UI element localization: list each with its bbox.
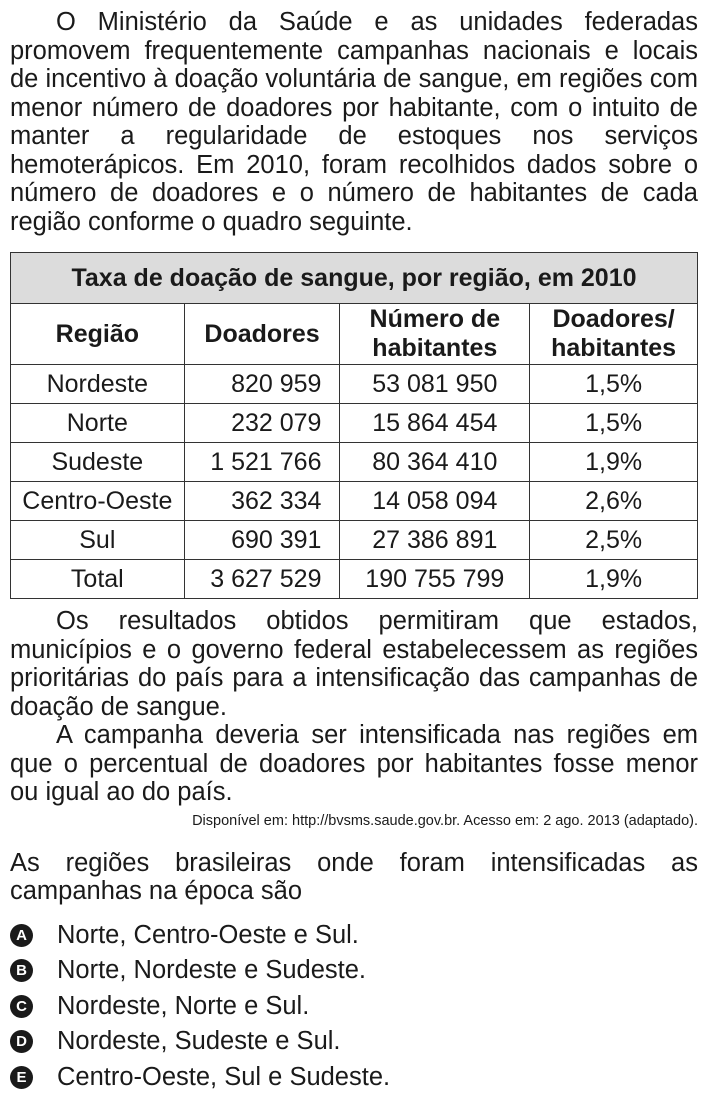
header-rate-line1: Doadores/ bbox=[552, 305, 675, 333]
cell-donors: 232 079 bbox=[184, 404, 340, 443]
cell-region: Total bbox=[11, 560, 185, 599]
cell-rate: 1,5% bbox=[530, 404, 698, 443]
cell-rate: 2,5% bbox=[530, 521, 698, 560]
option-letter-badge: D bbox=[10, 1030, 33, 1053]
source-citation: Disponível em: http://bvsms.saude.gov.br. Acesso em: 2 ago. 2013 (adaptado). bbox=[192, 812, 698, 829]
table-row bbox=[11, 521, 698, 560]
option-letter-badge: A bbox=[10, 924, 33, 947]
cell-inhabitants: 27 386 891 bbox=[340, 521, 530, 560]
cell-rate: 1,9% bbox=[530, 560, 698, 599]
header-region: Região bbox=[11, 304, 185, 365]
results-paragraph: Os resultados obtidos permitiram que estados, municípios e o governo federal estabelecessem as regiões prioritárias do país para a intensificação das campanhas de doação de sangue. bbox=[10, 607, 698, 721]
table-caption: Taxa de doação de sangue, por região, em 2010 bbox=[11, 253, 698, 304]
option-e[interactable] bbox=[10, 1060, 698, 1096]
table-header-row bbox=[11, 304, 698, 365]
campaign-paragraph: A campanha deveria ser intensificada nas regiões em que o percentual de doadores por habitantes fosse menor ou igual ao do país. bbox=[10, 721, 698, 806]
cell-donors: 820 959 bbox=[184, 365, 340, 404]
cell-region: Norte bbox=[11, 404, 185, 443]
table-row bbox=[11, 404, 698, 443]
header-rate-line2: habitantes bbox=[551, 334, 677, 362]
blood-donation-table bbox=[10, 252, 698, 599]
question-stem: As regiões brasileiras onde foram intensificadas as campanhas na época são bbox=[10, 848, 698, 905]
cell-region: Nordeste bbox=[11, 365, 185, 404]
option-letter-badge: C bbox=[10, 995, 33, 1018]
header-inhabitants bbox=[340, 304, 530, 365]
option-text: Norte, Centro-Oeste e Sul. bbox=[57, 920, 359, 949]
option-c[interactable] bbox=[10, 989, 698, 1025]
cell-rate: 1,9% bbox=[530, 443, 698, 482]
cell-inhabitants: 15 864 454 bbox=[340, 404, 530, 443]
cell-rate: 2,6% bbox=[530, 482, 698, 521]
option-text: Centro-Oeste, Sul e Sudeste. bbox=[57, 1062, 391, 1091]
cell-donors: 690 391 bbox=[184, 521, 340, 560]
option-text: Norte, Nordeste e Sudeste. bbox=[57, 956, 367, 985]
intro-paragraph: O Ministério da Saúde e as unidades federadas promovem frequentemente campanhas nacionais e locais de incentivo à doação voluntária de sangue, em regiões com menor número de doadores por habitante, com o intuito de manter a regularidade de estoques nos serviços hemoterápicos. Em 2010, foram recolhidos dados sobre o número de doadores e o número de habitantes de cada região conforme o quadro seguinte. bbox=[10, 8, 698, 236]
option-letter-badge: B bbox=[10, 959, 33, 982]
cell-inhabitants: 14 058 094 bbox=[340, 482, 530, 521]
option-d[interactable] bbox=[10, 1024, 698, 1060]
table-row bbox=[11, 443, 698, 482]
option-letter-badge: E bbox=[10, 1066, 33, 1089]
cell-donors: 362 334 bbox=[184, 482, 340, 521]
option-b[interactable] bbox=[10, 953, 698, 989]
header-inhabitants-line2: habitantes bbox=[372, 334, 498, 362]
cell-donors: 1 521 766 bbox=[184, 443, 340, 482]
question-page bbox=[10, 8, 698, 1095]
cell-region: Centro-Oeste bbox=[11, 482, 185, 521]
table-total-row bbox=[11, 560, 698, 599]
cell-inhabitants: 190 755 799 bbox=[340, 560, 530, 599]
option-text: Nordeste, Sudeste e Sul. bbox=[57, 1027, 341, 1056]
header-inhabitants-line1: Número de bbox=[369, 305, 501, 333]
option-text: Nordeste, Norte e Sul. bbox=[57, 991, 310, 1020]
cell-region: Sul bbox=[11, 521, 185, 560]
option-a[interactable] bbox=[10, 918, 698, 954]
cell-inhabitants: 53 081 950 bbox=[340, 365, 530, 404]
table-row bbox=[11, 365, 698, 404]
header-donors: Doadores bbox=[184, 304, 340, 365]
answer-options bbox=[10, 918, 698, 1096]
cell-rate: 1,5% bbox=[530, 365, 698, 404]
cell-region: Sudeste bbox=[11, 443, 185, 482]
header-rate bbox=[530, 304, 698, 365]
cell-donors: 3 627 529 bbox=[184, 560, 340, 599]
cell-inhabitants: 80 364 410 bbox=[340, 443, 530, 482]
table-row bbox=[11, 482, 698, 521]
